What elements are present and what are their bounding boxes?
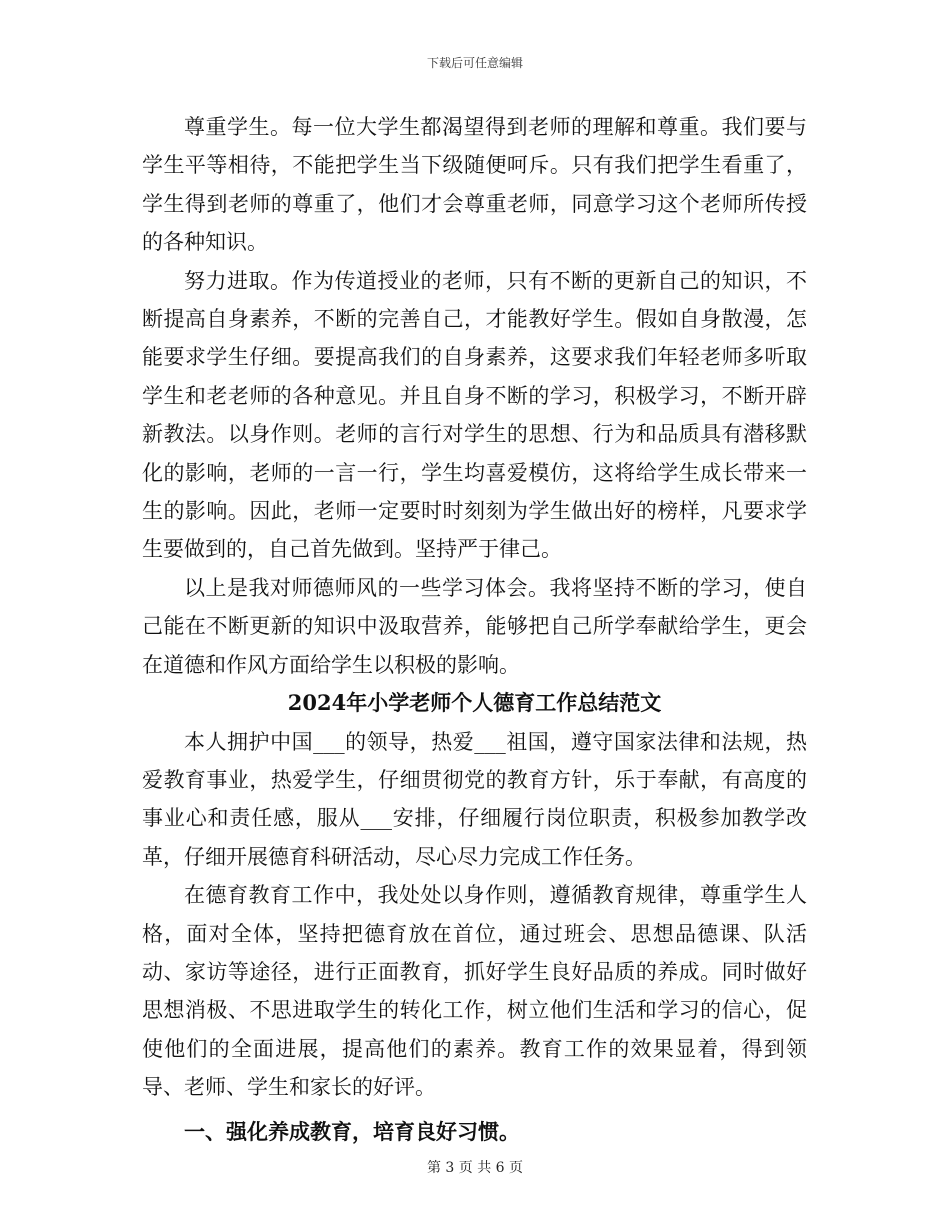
document-body bbox=[142, 108, 807, 1151]
paragraph-moral-education: 在德育教育工作中，我处处以身作则，遵循教育规律，尊重学生人格，面对全体，坚持把德育放在首位，通过班会、思想品德课、队活动、家访等途径，进行正面教育，抓好学生良好品质的养成。同时做好思想消极、不思进取学生的转化工作，树立他们生活和学习的信心，促使他们的全面进展，提高他们的素养。教育工作的效果显着，得到领导、老师、学生和家长的好评。 bbox=[142, 883, 807, 1100]
section-heading: 一、强化养成教育，培育良好习惯。 bbox=[184, 1118, 520, 1144]
paragraph-support: 本人拥护中国___的领导，热爱___祖国，遵守国家法律和法规，热爱教育事业，热爱学生，仔细贯彻党的教育方针，乐于奉献，有高度的事业心和责任感，服从___安排，仔细履行岗位职责，积极参加教学改革，仔细开展德育科研活动，尽心尽力完成工作任务。 bbox=[142, 729, 807, 869]
header-note: 下载后可任意编辑 bbox=[426, 56, 523, 70]
paragraph-strive-progress: 努力进取。作为传道授业的老师，只有不断的更新自己的知识，不断提高自身素养，不断的完善自己，才能教好学生。假如自身散漫，怎能要求学生仔细。要提高我们的自身素养，这要求我们年轻老师多听取学生和老老师的各种意见。并且自身不断的学习，积极学习，不断开辟新教法。以身作则。老师的言行对学生的思想、行为和品质具有潜移默化的影响，老师的一言一行，学生均喜爱模仿，这将给学生成长带来一生的影响。因此，老师一定要时时刻刻为学生做出好的榜样，凡要求学生要做到的，自己首先做到。坚持严于律己。 bbox=[142, 268, 807, 562]
paragraph-respect-students: 尊重学生。每一位大学生都渴望得到老师的理解和尊重。我们要与学生平等相待，不能把学生当下级随便呵斥。只有我们把学生看重了，学生得到老师的尊重了，他们才会尊重老师，同意学习这个老师所传授的各种知识。 bbox=[142, 115, 807, 255]
paragraph-summary: 以上是我对师德师风的一些学习体会。我将坚持不断的学习，使自己能在不断更新的知识中汲取营养，能够把自己所学奉献给学生，更会在道德和作风方面给学生以积极的影响。 bbox=[142, 575, 807, 677]
document-title: 2024年小学老师个人德育工作总结范文 bbox=[287, 690, 662, 716]
page-indicator: 第 3 页 共 6 页 bbox=[426, 1160, 524, 1176]
